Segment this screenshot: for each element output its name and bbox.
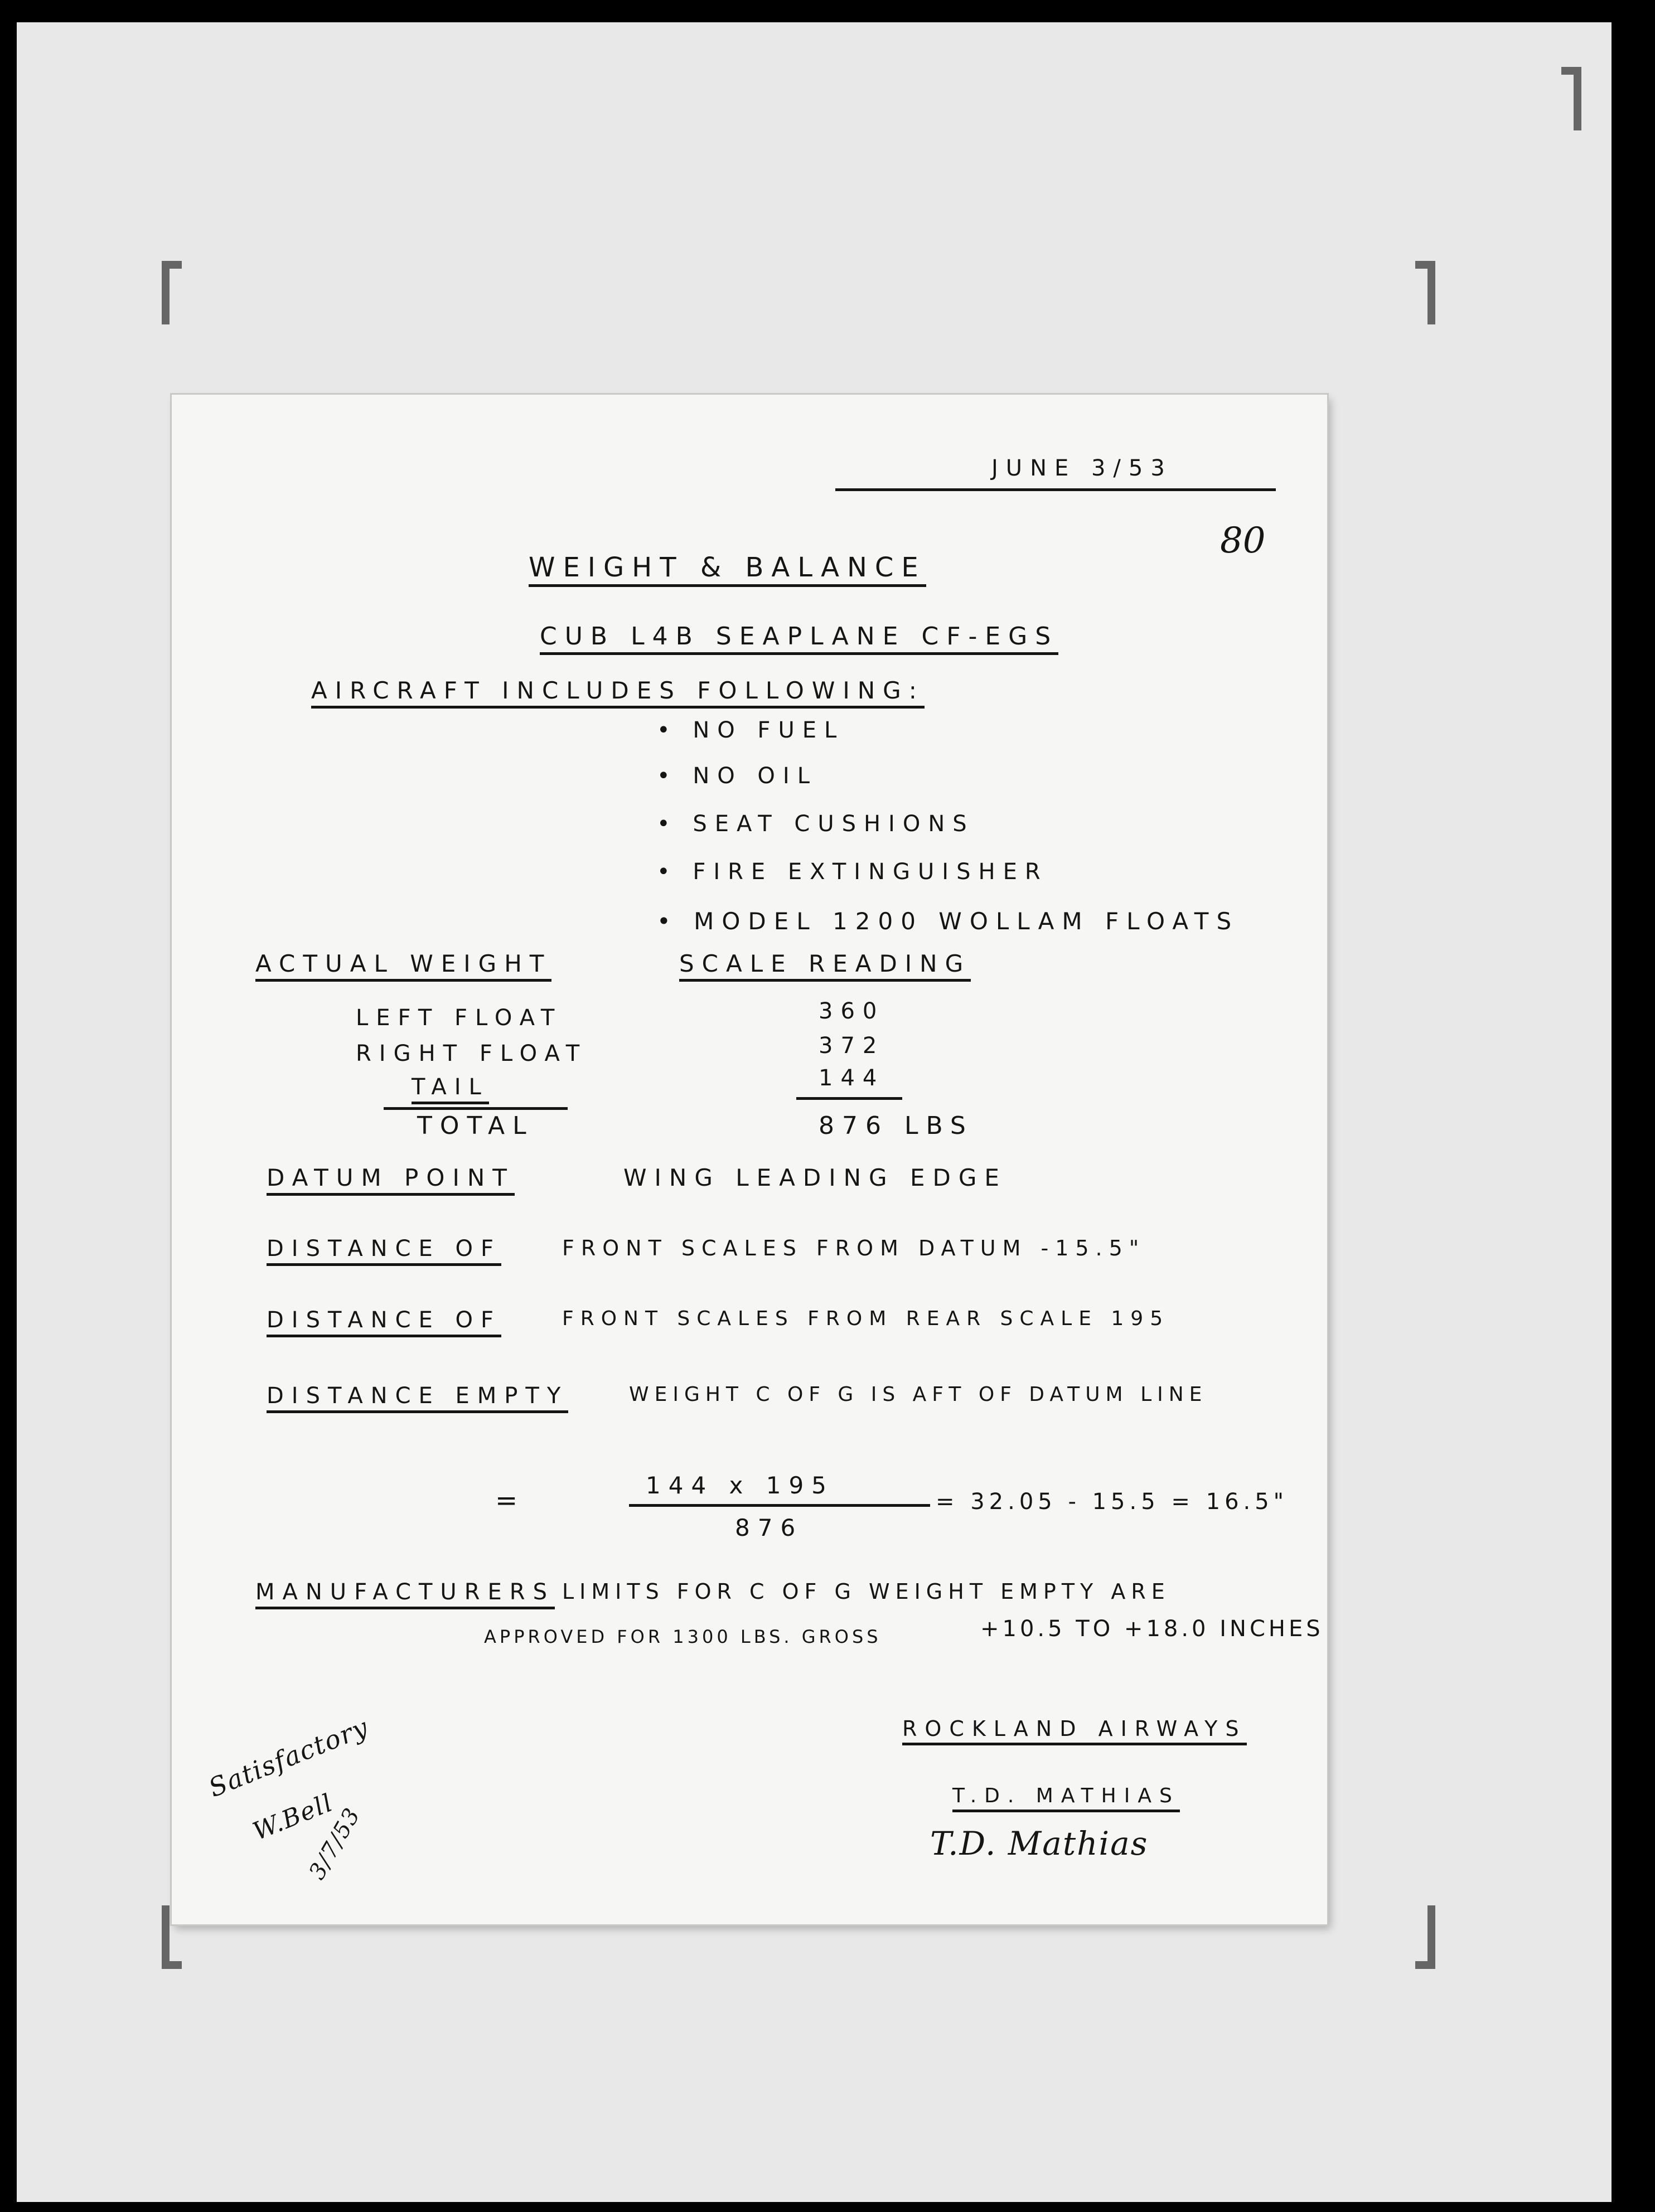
actual-weight-heading: ACTUAL WEIGHT: [255, 952, 551, 982]
total-rule: [384, 1107, 568, 1110]
formula-denominator: 876: [735, 1514, 804, 1541]
crop-mark: [1415, 261, 1435, 324]
document-date: JUNE 3/53: [991, 455, 1173, 481]
approved-gross: APPROVED FOR 1300 LBS. GROSS: [484, 1626, 882, 1647]
limits-range: +10.5 TO +18.0 INCHES: [980, 1616, 1324, 1642]
includes-item: • NO OIL: [657, 763, 817, 789]
approval-note-line: W.Bell: [249, 1788, 337, 1846]
total-value: 876 LBS: [819, 1112, 974, 1140]
microfilm-frame: [17, 22, 1612, 2202]
distance-front-datum-label: DISTANCE OF: [267, 1238, 501, 1266]
limits-label: MANUFACTURERS: [255, 1581, 555, 1609]
includes-item: • SEAT CUSHIONS: [657, 811, 975, 837]
includes-item: • FIRE EXTINGUISHER: [657, 859, 1048, 885]
approval-note-line: 3/7/53: [304, 1803, 366, 1884]
formula-result: = 32.05 - 15.5 = 16.5": [936, 1489, 1289, 1515]
distance-front-rear-text: FRONT SCALES FROM REAR SCALE 195: [562, 1307, 1170, 1330]
distance-empty-text: WEIGHT C OF G IS AFT OF DATUM LINE: [629, 1383, 1208, 1406]
approval-note-line: Satisfactory: [204, 1711, 373, 1803]
includes-item-text: FIRE EXTINGUISHER: [693, 859, 1048, 885]
weight-label-left-float: LEFT FLOAT: [356, 1005, 563, 1031]
includes-heading: AIRCRAFT INCLUDES FOLLOWING:: [311, 679, 925, 709]
formula-equals: =: [495, 1485, 526, 1516]
company-name: ROCKLAND AIRWAYS: [902, 1718, 1247, 1745]
distance-empty-label: DISTANCE EMPTY: [267, 1385, 568, 1413]
document-page: [172, 395, 1327, 1924]
signer-name: T.D. MATHIAS: [952, 1786, 1180, 1812]
includes-item-text: NO OIL: [693, 763, 817, 789]
page-title: WEIGHT & BALANCE: [529, 554, 926, 587]
signature: T.D. Mathias: [930, 1825, 1149, 1862]
weight-value-left-float: 360: [819, 998, 885, 1024]
fraction-bar: [629, 1504, 930, 1507]
includes-item-text: NO FUEL: [693, 717, 845, 743]
includes-item: • NO FUEL: [657, 717, 845, 743]
distance-front-rear-label: DISTANCE OF: [267, 1309, 501, 1337]
crop-mark: [162, 261, 182, 324]
weight-label-tail: TAIL: [412, 1076, 489, 1104]
includes-item: • MODEL 1200 WOLLAM FLOATS: [657, 908, 1240, 935]
includes-item-text: MODEL 1200 WOLLAM FLOATS: [694, 908, 1240, 935]
total-rule: [796, 1097, 902, 1100]
aircraft-title: CUB L4B SEAPLANE CF-EGS: [540, 624, 1058, 655]
distance-front-datum-text: FRONT SCALES FROM DATUM -15.5": [562, 1236, 1146, 1260]
includes-item-text: SEAT CUSHIONS: [693, 811, 975, 837]
datum-value: WING LEADING EDGE: [623, 1164, 1007, 1191]
weight-label-right-float: RIGHT FLOAT: [356, 1041, 588, 1066]
formula-numerator: 144 x 195: [646, 1472, 834, 1499]
crop-mark: [1415, 1905, 1435, 1969]
date-underline: [835, 488, 1276, 491]
weight-value-right-float: 372: [819, 1033, 885, 1059]
limits-text: LIMITS FOR C OF G WEIGHT EMPTY ARE: [562, 1579, 1170, 1604]
page-number: 80: [1220, 520, 1266, 561]
total-label: TOTAL: [417, 1112, 534, 1140]
crop-mark: [1561, 67, 1581, 130]
datum-label: DATUM POINT: [267, 1166, 515, 1196]
scale-reading-heading: SCALE READING: [679, 952, 971, 982]
weight-value-tail: 144: [819, 1065, 885, 1091]
